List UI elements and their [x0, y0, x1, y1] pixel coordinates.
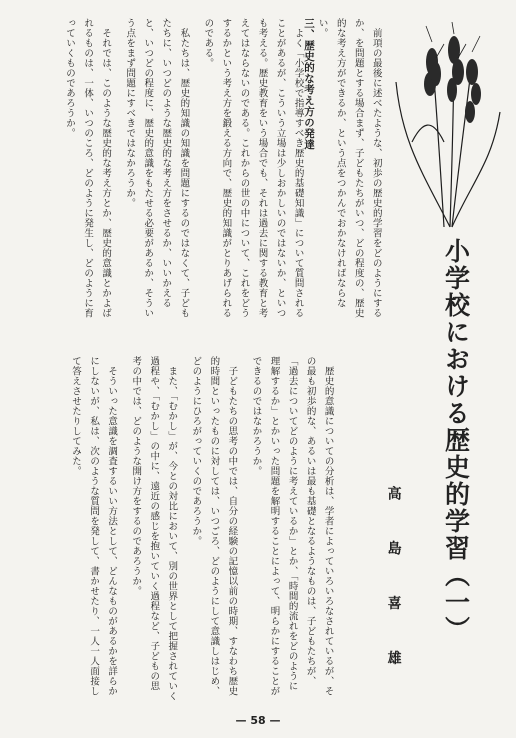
upper-text-block [54, 18, 385, 326]
paragraph: よく「小学校で指導すべき歴史的基礎知識」について質問されることがあるが、こういう立場は少しおかしいのではないか、といつも考える。歴史教育をいう場合でも、それは過去に関する教育と考えてはならないのである。これからの世の中について、これをどうするかという考え方を鍛える方向で、歴史的知識がとりあげられるのである。 [202, 18, 304, 318]
page-number: — 58 — [235, 714, 281, 727]
article-author: 高 島 喜 雄 [385, 486, 402, 683]
wheat-illustration [392, 22, 502, 232]
section-heading: 三、歴史的な考え方の発達 [302, 18, 315, 150]
lower-text-block [60, 356, 337, 701]
article-title: 小学校における歴史的学習（一） [441, 238, 471, 643]
paragraph: 私たちは、歴史的知識の知識を問題にするのではなくて、子どもたちに、いつどのような歴史的な考え方をさせるか、いいかえると、いつどの程度に、歴史的意識をもたせる必要があるか、そういう点をまず問題にすべきではなかろうか。 [124, 18, 190, 318]
paragraph: 歴史的意識についての分析は、学者によっていろいろなされているが、その最も初歩的な、あるいは最も基礎となるようなものは、子どもたちが、「過去についてどのように考えているか」とか、「時間的流れをどのように理解するか」とかいった問題を解明することによって、明らかにすることができるのではなかろうか。 [250, 356, 334, 696]
paragraph: 前項の最後に述べたような、初歩の歴史的学習をどのようにするか、を問題とする場合まず、子どもたちがいつ、どの程度の、歴史的な考え方ができるか、という点をつかんでおかなければならない。 [316, 18, 382, 318]
paragraph: 子どもたちの思考の中では、自分の経験の記憶以前の時期、すなわち歴史的時間といったものに対しては、いつごろ、どのようにして意識しはじめ、どのようにひろがっていくのであろうか。 [190, 356, 238, 696]
paragraph: それでは、このような歴史的な考え方とか、歴史的意識とかよばれるものは、一体、いつのころ、どのように発生し、どのように育っていくものであろうか。 [64, 18, 112, 318]
paragraph: また、「むかし」が、今との対比において、別の世界として把握されていく過程や、「むかし」の中に、遠近の感じを抱いていく過程など、子どもの思考の中では、どのような開け方をするのであろうか。 [130, 356, 178, 701]
paragraph: そういった意識を調査するいい方法として、どんなものがあるかを詳らかにしないが、私は、次のような質問を発して、書かせたり、一人一人面接して答えさせたりしてみた。 [70, 356, 118, 696]
